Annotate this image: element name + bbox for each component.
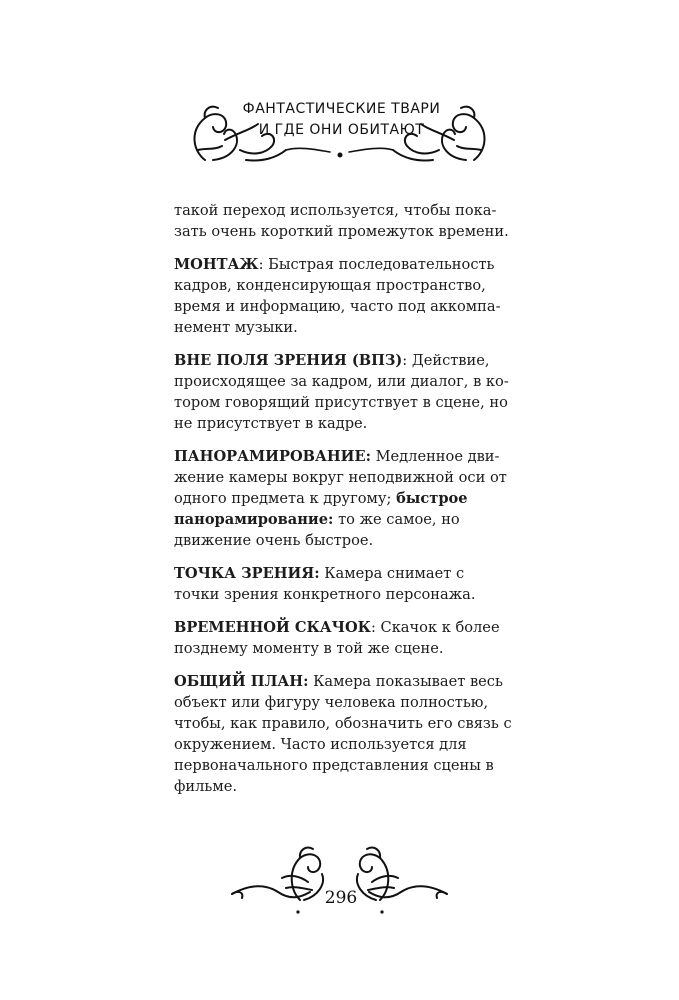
running-head	[239, 99, 444, 141]
glossary-entry-panning	[174, 446, 514, 551]
page-header	[0, 0, 679, 180]
entry-text: : Действие, происходящее за кадром, или диалог, в котором говорящий присутствует в сцене, но не присутствует в кадре.	[174, 352, 509, 432]
running-head-line-1: ФАНТАСТИЧЕСКИЕ ТВАРИ	[242, 101, 441, 117]
swan-ornament-right-icon	[357, 848, 398, 900]
entry-term: ОБЩИЙ ПЛАН:	[174, 673, 309, 690]
glossary-entry-pov	[174, 563, 514, 605]
entry-text: Медленное движение камеры вокруг неподвижной оси от одного предмета к другому;	[174, 448, 507, 507]
header-ornament	[0, 0, 679, 180]
entry-text: такой переход используется, чтобы показать очень короткий промежуток времени.	[174, 202, 509, 240]
glossary-entry-long-shot	[174, 671, 514, 797]
entry-term: ВРЕМЕННОЙ СКАЧОК	[174, 619, 371, 636]
entry-subtext: то же самое, но движение очень быстрое.	[174, 511, 460, 549]
entry-term: МОНТАЖ	[174, 256, 259, 273]
glossary-entry-offscreen	[174, 350, 514, 434]
glossary-entry-time-cut	[174, 617, 514, 659]
entry-term: ВНЕ ПОЛЯ ЗРЕНИЯ (ВПЗ)	[174, 352, 403, 369]
page-footer	[0, 830, 679, 940]
entry-text: : Быстрая последовательность кадров, конденсирующая пространство, время и информацию, часто под аккомпанемент музыки.	[174, 256, 501, 336]
glossary-text	[174, 200, 514, 809]
entry-text: Камера снимает с точки зрения конкретного персонажа.	[174, 565, 476, 603]
footer-ornament	[0, 830, 679, 940]
page-number: 296	[324, 888, 358, 908]
entry-text: : Скачок к более позднему моменту в той же сцене.	[174, 619, 500, 657]
entry-term: ПАНОРАМИРОВАНИЕ:	[174, 448, 371, 465]
entry-term: ТОЧКА ЗРЕНИЯ:	[174, 565, 320, 582]
entry-text: Камера показывает весь объект или фигуру человека полностью, чтобы, как правило, обозначить его связь с окружением. Часто используется для первоначального представления сцены в фильме.	[174, 673, 512, 795]
running-head-line-2: И ГДЕ ОНИ ОБИТАЮТ	[258, 122, 425, 138]
entry-subterm: быстрое панорамирование:	[174, 490, 468, 528]
glossary-entry-continuation	[174, 200, 514, 242]
swan-ornament-left-icon	[282, 848, 323, 900]
glossary-entry-montage	[174, 254, 514, 338]
